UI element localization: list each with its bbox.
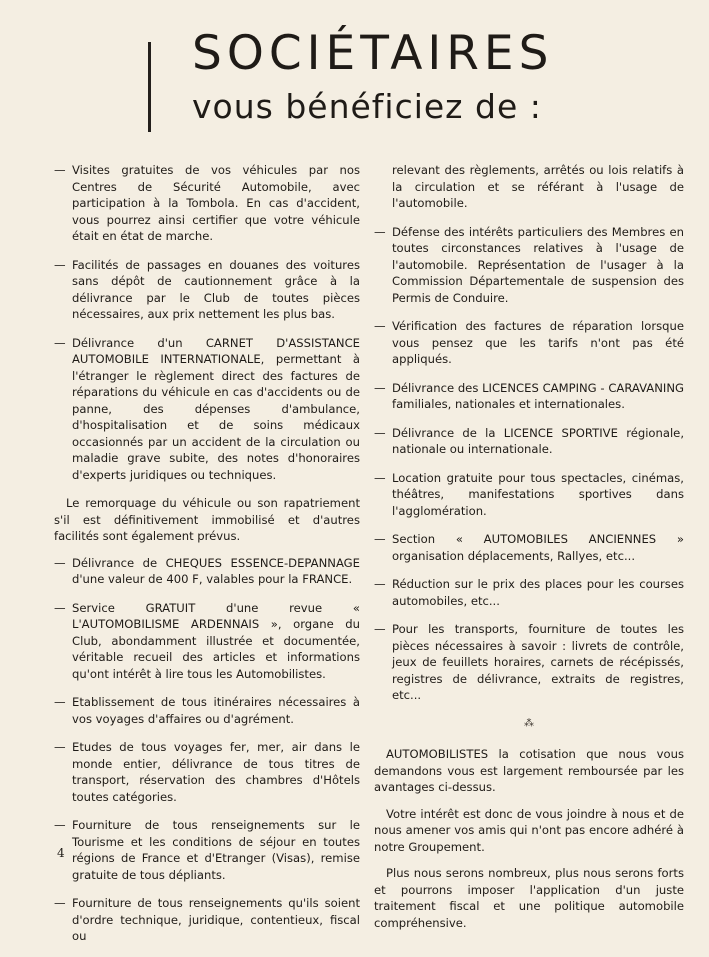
dash-bullet: — — [54, 163, 66, 177]
list-item-text: Facilités de passages en douanes des voitures sans dépôt de cautionnement grâce à la délivrance par le Club de toutes pièces nécessaires, aux prix nettement les plus bas. — [72, 257, 360, 321]
right-column — [374, 162, 684, 941]
page-title: SOCIÉTAIRES — [192, 26, 554, 81]
dash-bullet: — — [374, 532, 386, 546]
list-item-text: Fourniture de tous renseignements sur le Tourisme et les conditions de séjour en toutes régions de France et d'Etranger (Visas), remise gratuite de tous dépliants. — [72, 818, 360, 882]
dash-bullet: — — [374, 622, 386, 636]
dash-bullet: — — [374, 577, 386, 591]
list-item-text: Vérification des factures de réparation lorsque vous pensez que les tarifs n'ont pas été appliqués. — [392, 319, 684, 366]
list-item — [374, 318, 684, 368]
dash-bullet: — — [54, 695, 66, 709]
asterism-separator: ⁂ — [524, 717, 534, 729]
list-item — [374, 470, 684, 520]
dash-bullet: — — [374, 425, 386, 440]
closing-paragraph: AUTOMOBILISTES la cotisation que nous vous demandons vous est largement remboursée par les avantages ci-dessus. — [374, 747, 684, 794]
list-item-text: Location gratuite pour tous spectacles, cinémas, théâtres, manifestations sportives dans l'agglomération. — [392, 470, 684, 518]
list-item — [54, 600, 360, 683]
dash-bullet: — — [374, 319, 386, 333]
dash-bullet: — — [54, 818, 66, 832]
dash-bullet: — — [54, 257, 66, 272]
list-item-text: Service GRATUIT d'une revue « L'AUTOMOBILISME ARDENNAIS », organe du Club, abondamment illustrée et documentée, véritable recueil des articles et informations qu'ont intérêt à lire tous les Automobilistes. — [72, 600, 360, 681]
closing-paragraph: Plus nous serons nombreux, plus nous serons forts et pourrons imposer l'application d'un juste traitement fiscal et une politique automobile compréhensive. — [374, 866, 684, 930]
list-item-text: Défense des intérêts particuliers des Membres en toutes circonstances relatives à l'usage de l'automobile. Représentation de l'usager à la Commission Départementale de suspension des Permis de Conduire. — [392, 224, 684, 305]
dash-bullet: — — [374, 470, 386, 485]
page-number: 4 — [57, 846, 65, 860]
dash-bullet: — — [54, 600, 66, 615]
dash-bullet: — — [374, 224, 386, 239]
list-item — [54, 694, 360, 727]
list-item-text: Etudes de tous voyages fer, mer, air dans le monde entier, délivrance de tous titres de transport, réservation des chambres d'Hôtels toutes catégories. — [72, 740, 360, 804]
dash-bullet: — — [54, 740, 66, 754]
list-item — [54, 555, 360, 588]
list-item-text: Réduction sur le prix des places pour les courses automobiles, etc... — [392, 577, 684, 608]
list-item-text: Délivrance de la LICENCE SPORTIVE régionale, nationale ou internationale. — [392, 425, 684, 456]
title-vertical-rule — [148, 42, 151, 132]
dash-bullet: — — [54, 335, 66, 350]
list-item-text: Section « AUTOMOBILES ANCIENNES » organisation déplacements, Rallyes, etc... — [392, 532, 684, 563]
closing-paragraph: Votre intérêt est donc de vous joindre à nous et de nous amener vos amis qui n'ont pas encore adhéré à notre Groupement. — [374, 806, 684, 854]
left-column — [54, 162, 360, 957]
list-item-text: Etablissement de tous itinéraires nécessaires à vos voyages d'affaires ou d'agrément. — [72, 695, 360, 726]
page-subtitle: vous bénéficiez de : — [192, 87, 542, 126]
dash-bullet: — — [54, 555, 66, 570]
list-item — [54, 335, 360, 484]
list-item-text: Visites gratuites de vos véhicules par nos Centres de Sécurité Automobile, avec participation à la Tombola. En cas d'accident, vous pourrez ainsi certifier que votre véhicule était en état de marche. — [72, 163, 360, 243]
list-item-text: Délivrance d'un CARNET D'ASSISTANCE AUTOMOBILE INTERNATIONALE, permettant à l'étranger le règlement direct des factures de réparations du véhicule en cas d'accidents ou de panne, des dépenses d'ambulance, d'hospitalisation et de soins médicaux occasionnés par un accident de la circulation ou maladie grave subite, des notes d'honoraires d'experts juridiques ou techniques. — [72, 335, 360, 482]
list-item — [54, 817, 360, 883]
list-item-text: Délivrance de CHEQUES ESSENCE-DEPANNAGE d'une valeur de 400 F, valables pour la FRANCE. — [72, 555, 360, 586]
list-item — [374, 425, 684, 458]
list-item — [374, 224, 684, 307]
list-item-text: Fourniture de tous renseignements qu'ils soient d'ordre technique, juridique, contentieux, fiscal ou — [72, 896, 360, 943]
dash-bullet: — — [374, 380, 386, 395]
list-item — [374, 531, 684, 564]
list-item — [374, 576, 684, 609]
list-item — [374, 380, 684, 413]
towing-paragraph: Le remorquage du véhicule ou son rapatriement s'il est définitivement immobilisé et d'autres facilités sont également prévus. — [54, 496, 360, 543]
dash-bullet: — — [54, 896, 66, 910]
list-item-continuation: relevant des règlements, arrêtés ou lois relatifs à la circulation et se référant à l'usage de l'automobile. — [392, 163, 684, 210]
list-item — [54, 162, 360, 245]
list-item — [374, 621, 684, 704]
list-item-text: Pour les transports, fourniture de toutes les pièces nécessaires à savoir : livrets de contrôle, jeux de feuillets horaires, carnets de récépissés, registres de délivrance, extraits de registres, etc... — [392, 622, 684, 702]
list-item — [54, 895, 360, 945]
list-item — [54, 739, 360, 805]
list-item — [54, 257, 360, 323]
list-item-text: Délivrance des LICENCES CAMPING - CARAVANING familiales, nationales et internationales. — [392, 380, 684, 411]
